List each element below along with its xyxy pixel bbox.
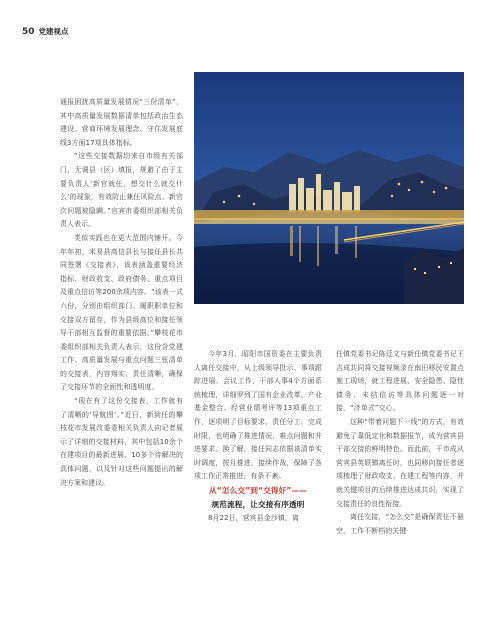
paragraph: 8月22日，营宾县金沙镇，离 — [208, 513, 300, 522]
subheading-line-1: 从“怎么交”到“交得好”—— — [209, 485, 307, 495]
page-number: 50 — [22, 26, 35, 37]
paragraph: 今年3月，昭阳市国资委在主要负责人离任交接中，从上级领导批示、事项跟踪进展、会议工作、干部人事4个方面系统梳理，详细罗列了国有企业改革、产业基金整合、经营业绩考评等13项重点工作，逐项明了目标要求、责任分工、完成时限，也明确了推进情况、难点问题和并进要求。换了解，接任同志依据该清单实时调度，按月推进，接续作战，保障了各项工作正常推进、有条不紊。 — [194, 350, 322, 481]
city-night-photo-illustration — [194, 72, 464, 304]
text-column-middle — [194, 348, 322, 526]
paragraph: 任镇党委书记陈廷文与新任镇党委书记王吉成共同将交接视频录在南田移民安置点施工现场，就工程进展、安全隐患、隐性债务、未结信访等具体问题逐一对接，“济单式”交心。 — [336, 350, 464, 413]
text-column-right — [336, 348, 464, 538]
city-night-photo — [194, 72, 464, 304]
paragraph: “这些交接数据均来自市级有关部门，无调县（区）填报，规避了由于主要负责人‘新官就任，想交什么就交什么’的现象，有效防止兼任风险点、新官次问题被隐瞒。”官宾市委组织部相关负责人表示。 — [60, 152, 183, 229]
paragraph: 通报困扰高质量发展情况“三份清单”，其中高质量发展数据清单包括政治生态建设、营商环境发展理念、守住发展底线3方面17项具体指标。 — [60, 98, 183, 147]
paragraph: 离任交接，“怎么交”是确保责任不悬空、工作不断档的关键 — [336, 513, 464, 535]
paragraph: “现在有了这份交接表，工作就有了清晰的‘导航图’。”近日，新到任的攀枝花市发展改委委相关负责人向记者展示了详细的交接材料，其中包括10余个在建项目的最新进展、10多个待解决的具体问题，以及针对这些问题提出的解决方案和建议。 — [60, 397, 183, 487]
subheading-line-2: 规范流程，让交接有序透明 — [211, 499, 305, 509]
text-column-left — [60, 96, 183, 490]
section-title: 党建视点 — [38, 27, 69, 36]
paragraph: 这种“带着问题下一线”的方式，有效避免了靠低定化和数据报节，成为营宾县干部交接的鲜明特色。而此前，干市成从营宾县英联镇离任时，也同移向接任者逐项梳理了财政收支、在建工程等内容，并就关键项目的后续推进达成共识，实现了交接责任的良性衔接。 — [336, 417, 464, 508]
page-header — [22, 26, 69, 37]
paragraph: 类似实践也在更大范围内铺开。今年年初，米易县高信县长与接任县长共同签署《交接表》，该表涵盖重要经济指标、财政收支、政府债务、重点项目及重点信访等200余项内容。“该表一式六份，分别由组织部门、履职职单位和交接双方留存，作为县级高位和接任领导干部相互监督的重要依据。”攀枝花市委组织部相关负责人表示，这份含党建工作、高质量发展与重点问题三张清单的交接表，内容翔实、责任清晰，确保了交接环节的全面性和透明度。 — [60, 233, 183, 392]
